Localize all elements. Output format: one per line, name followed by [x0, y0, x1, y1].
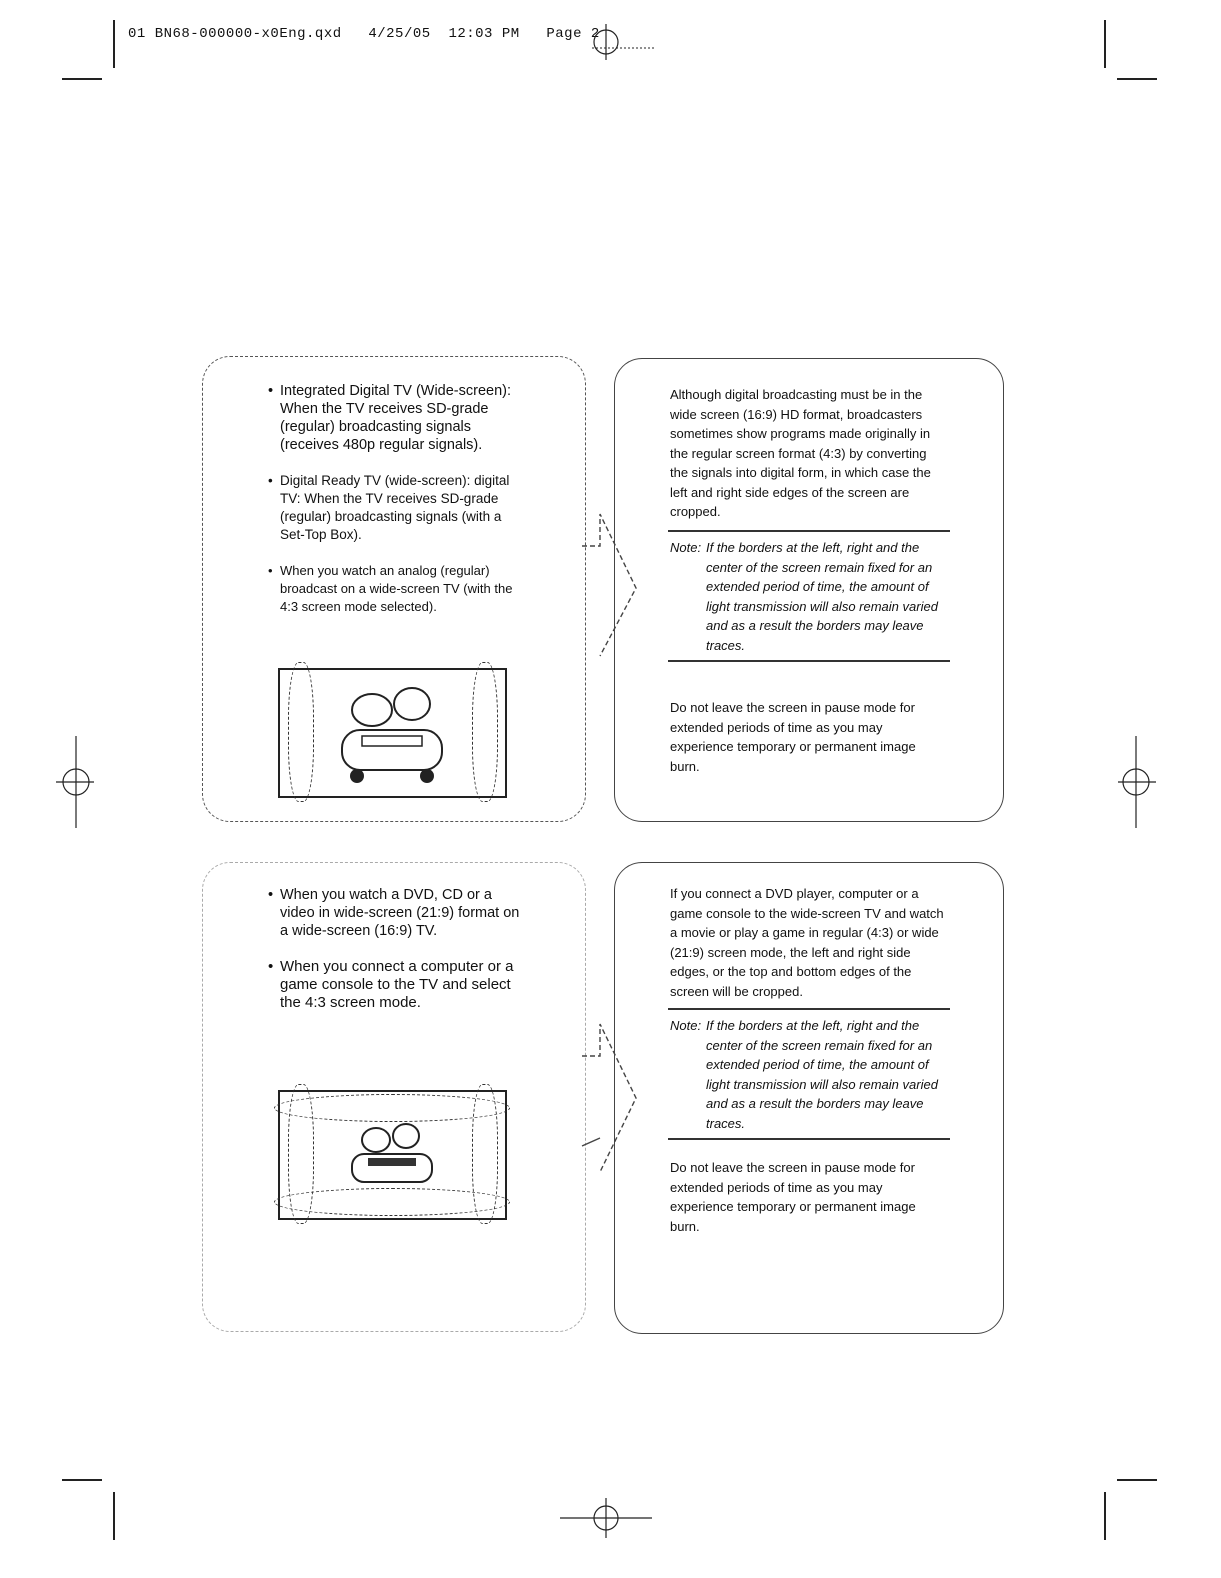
crop-mark	[62, 1479, 102, 1481]
bottom-edge-highlight	[274, 1188, 510, 1216]
section1-warning: Do not leave the screen in pause mode for extended periods of time as you may experience temporary or permanent image burn.	[670, 700, 916, 774]
divider	[668, 1008, 950, 1010]
crop-mark	[113, 1492, 115, 1540]
section1-info: Although digital broadcasting must be in the wide screen (16:9) HD format, broadcasters sometimes show programs made originally in the regular screen format (4:3) by converting the signals into digital form, in which case the left and right side edges of the screen are cropped.	[670, 387, 931, 519]
crop-mark	[1104, 1492, 1106, 1540]
registration-mark-icon	[1116, 736, 1158, 828]
section2-bullets	[268, 886, 530, 1030]
registration-mark-icon	[558, 1498, 654, 1542]
left-edge-highlight	[288, 662, 314, 802]
divider	[668, 660, 950, 662]
section2-note	[670, 1016, 948, 1133]
crop-mark	[1117, 78, 1157, 80]
crop-mark	[62, 78, 102, 80]
crop-mark	[113, 20, 115, 68]
tv-illustration-letterbox	[278, 1090, 507, 1220]
arrow-connector-icon	[580, 1018, 642, 1178]
file-slug: 01 BN68-000000-x0Eng.qxd 4/25/05 12:03 PM Page 2	[128, 26, 600, 42]
note-text: If the borders at the left, right and the center of the screen remain fixed for an extended period of time, the amount of light transmission will also remain varied and as a result the borders may leave traces.	[706, 540, 938, 653]
bullet-item: • When you watch a DVD, CD or a video in wide-screen (21:9) format on a wide-screen (16:9) TV.	[268, 886, 530, 940]
divider	[668, 530, 950, 532]
registration-mark-icon	[582, 22, 656, 62]
crop-mark	[1104, 20, 1106, 68]
right-edge-highlight	[472, 662, 498, 802]
section2-info: If you connect a DVD player, computer or a game console to the wide-screen TV and watch a movie or play a game in regular (4:3) or wide (21:9) screen mode, the left and right side edges, or the top and bottom edges of the screen will be cropped.	[670, 886, 944, 999]
section2-warning: Do not leave the screen in pause mode for extended periods of time as you may experience temporary or permanent image burn.	[670, 1160, 916, 1234]
divider	[668, 1138, 950, 1140]
note-label: Note:	[670, 1018, 702, 1033]
bullet-item: • Digital Ready TV (wide-screen): digital TV: When the TV receives SD-grade (regular) broadcasting signals (with a Set-Top Box).	[268, 472, 516, 544]
registration-mark-icon	[54, 736, 96, 828]
top-edge-highlight	[274, 1094, 510, 1122]
note-text: If the borders at the left, right and the center of the screen remain fixed for an extended period of time, the amount of light transmission will also remain varied and as a result the borders may leave traces.	[706, 1018, 938, 1131]
note-label: Note:	[670, 540, 702, 555]
crop-mark	[1117, 1479, 1157, 1481]
arrow-connector-icon	[580, 508, 642, 658]
bullet-item: • Integrated Digital TV (Wide-screen): When the TV receives SD-grade (regular) broadcasting signals (receives 480p regular signals).	[268, 382, 516, 454]
section1-note	[670, 538, 948, 655]
bullet-item: • When you watch an analog (regular) broadcast on a wide-screen TV (with the 4:3 screen mode selected).	[268, 562, 516, 616]
bullet-item: • When you connect a computer or a game console to the TV and select the 4:3 screen mode.	[268, 958, 530, 1012]
cartoon-car-icon	[332, 680, 452, 790]
tv-illustration-pillarbox	[278, 668, 507, 798]
section1-bullets	[268, 382, 516, 634]
cartoon-car-icon	[342, 1120, 442, 1190]
